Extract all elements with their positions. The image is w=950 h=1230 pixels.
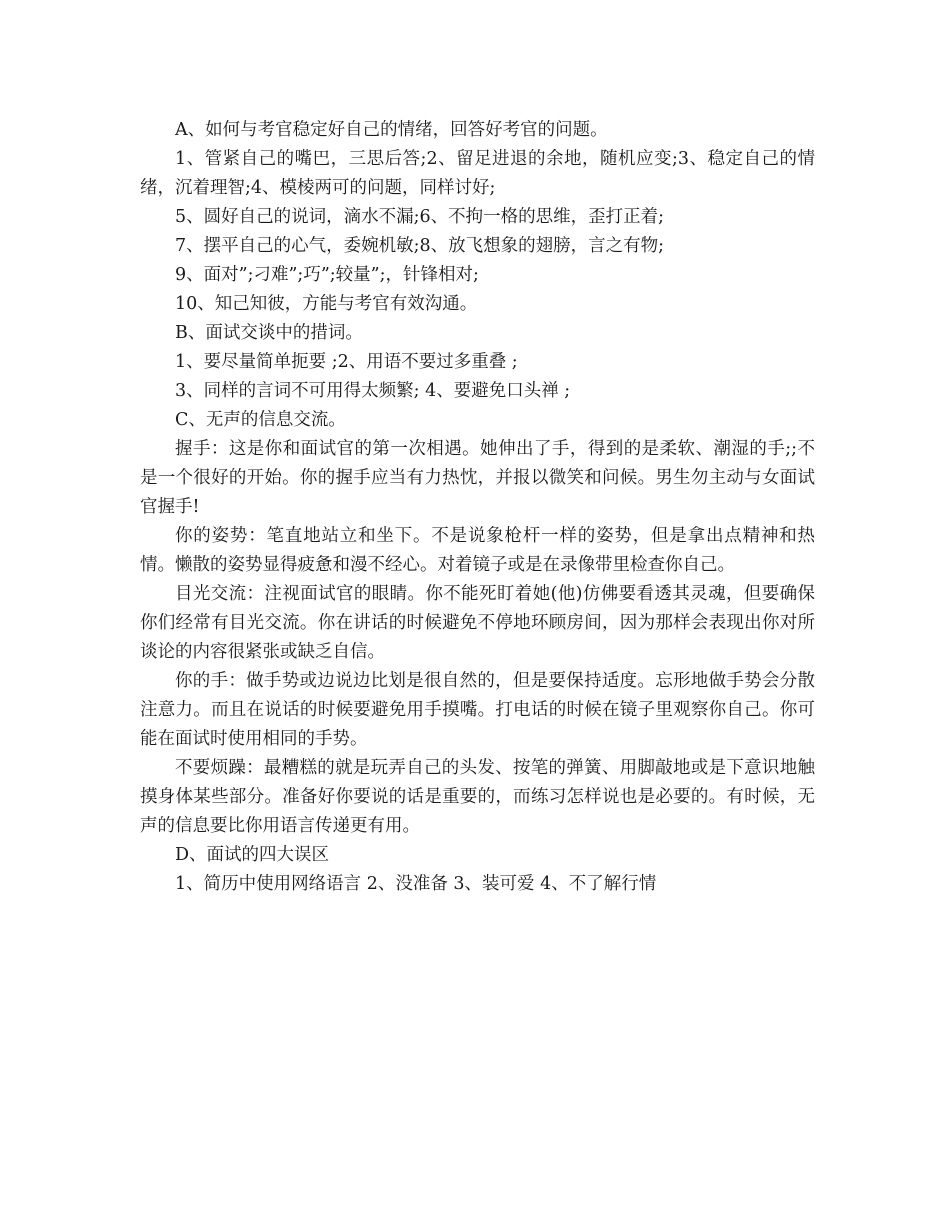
paragraph: 你的姿势：笔直地站立和坐下。不是说象枪杆一样的姿势，但是拿出点精神和热情。懒散的姿势显得疲惫和漫不经心。对着镜子或是在录像带里检查你自己。 — [140, 526, 815, 575]
paragraph: 10、知己知彼，方能与考官有效沟通。 — [175, 294, 478, 314]
document-body — [140, 116, 815, 899]
paragraph: 7、摆平自己的心气，委婉机敏;8、放飞想象的翅膀，言之有物; — [175, 236, 665, 256]
section-c-heading: C、无声的信息交流。 — [175, 410, 346, 430]
paragraph: 不要烦躁：最糟糕的就是玩弄自己的头发、按笔的弹簧、用脚敲地或是下意识地触摸身体某些部分。准备好你要说的话是重要的，而练习怎样说也是必要的。有时候，无声的信息要比你用语言传递更有用。 — [140, 758, 815, 836]
paragraph: 1、简历中使用网络语言 2、没准备 3、装可爱 4、不了解行情 — [175, 874, 657, 894]
paragraph: 1、管紧自己的嘴巴，三思后答;2、留足进退的余地，随机应变;3、稳定自己的情绪，沉着理智;4、模棱两可的问题，同样讨好; — [140, 149, 815, 198]
section-d-heading: D、面试的四大误区 — [175, 845, 330, 865]
section-b-heading: B、面试交谈中的措词。 — [175, 323, 363, 343]
paragraph: 9、面对”;刁难”;巧”;较量”;，针锋相对; — [175, 265, 479, 285]
paragraph: 3、同样的言词不可用得太频繁; 4、要避免口头禅 ; — [175, 381, 571, 401]
paragraph: 5、圆好自己的说词，滴水不漏;6、不拘一格的思维，歪打正着; — [175, 207, 665, 227]
paragraph: 你的手：做手势或边说边比划是很自然的，但是要保持适度。忘形地做手势会分散注意力。而且在说话的时候要避免用手摸嘴。打电话的时候在镜子里观察你自己。你可能在面试时使用相同的手势。 — [140, 671, 815, 749]
paragraph: 握手：这是你和面试官的第一次相遇。她伸出了手，得到的是柔软、潮湿的手;;不是一个很好的开始。你的握手应当有力热忱，并报以微笑和问候。男生勿主动与女面试官握手! — [140, 439, 815, 517]
paragraph: 1、要尽量简单扼要 ;2、用语不要过多重叠 ; — [175, 352, 518, 372]
paragraph: 目光交流：注视面试官的眼睛。你不能死盯着她(他)仿佛要看透其灵魂，但要确保你们经常有目光交流。你在讲话的时候避免不停地环顾房间，因为那样会表现出你对所谈论的内容很紧张或缺乏自信。 — [140, 584, 815, 662]
section-a-heading: A、如何与考官稳定好自己的情绪，回答好考官的问题。 — [175, 120, 608, 140]
